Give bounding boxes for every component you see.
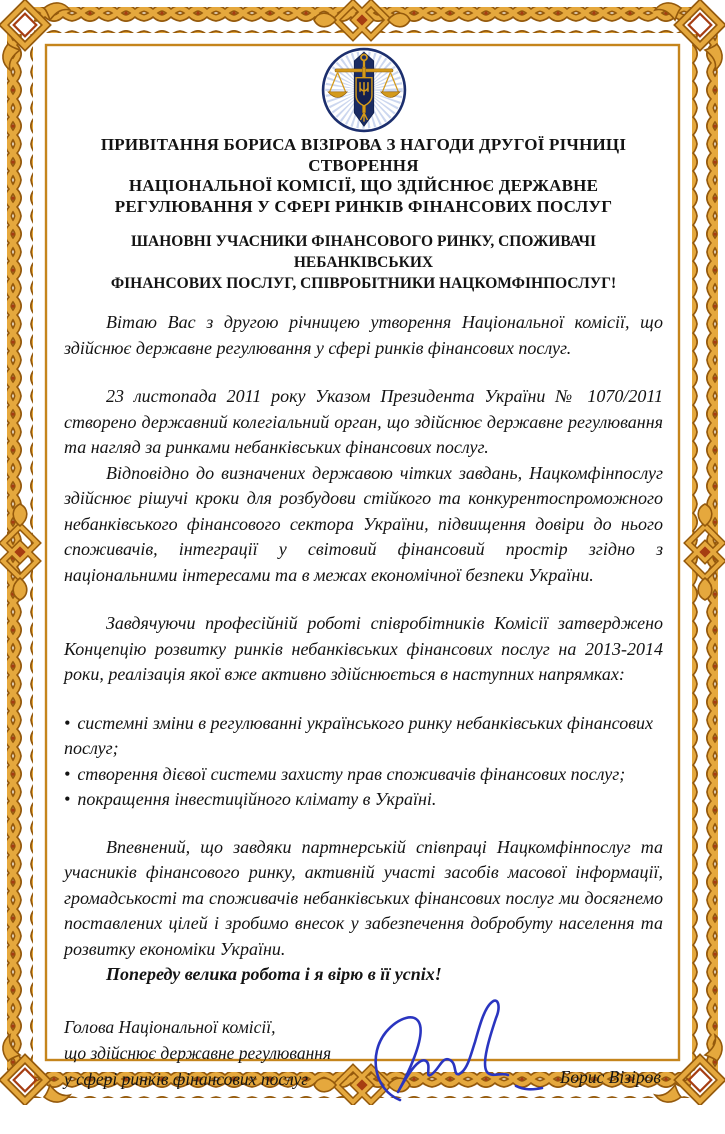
closing-statement: Попереду велика робота і я вірю в її успіх!: [106, 964, 442, 984]
directions-list: [64, 711, 663, 813]
bullet-icon: •: [64, 789, 71, 809]
title-line: РЕГУЛЮВАННЯ У СФЕРІ РИНКІВ ФІНАНСОВИХ ПОСЛУГ: [114, 196, 613, 216]
page-title: [64, 135, 663, 217]
paragraph-confidence: Впевнений, що завдяки партнерській співпраці Нацкомфінпослуг та учасників фінансового ринку, активній участі засобів масової інформації, громадськості та споживачів небанківських фінансових послуг ми досягнемо поставлених цілей і зробимо внесок у забезпечення добробуту населення та розвитку економіки України.: [64, 836, 663, 959]
commission-emblem-icon: [319, 46, 409, 134]
title-line: НАЦІОНАЛЬНОЇ КОМІСІЇ, ЩО ЗДІЙСНЮЄ ДЕРЖАВНЕ: [128, 176, 599, 195]
salutation: [64, 231, 663, 294]
salutation-line: ШАНОВНІ УЧАСНИКИ ФІНАНСОВОГО РИНКУ, СПОЖИВАЧІ НЕБАНКІВСЬКИХ: [131, 233, 596, 271]
signer-name: Борис Візіров: [559, 1066, 661, 1087]
list-item: • системні зміни в регулюванні українського ринку небанківських фінансових послуг;: [64, 712, 654, 758]
paragraph-concept: Завдячуючи професійній роботі співробітників Комісії затверджено Концепцію розвитку ринків небанківських фінансових послуг на 2013-2014 роки, реалізація якої вже активно здійснюється в наступних напрямках:: [64, 613, 663, 684]
signature-block: [64, 1014, 663, 1134]
salutation-line: ФІНАНСОВИХ ПОСЛУГ, СПІВРОБІТНИКИ НАЦКОМФІНПОСЛУГ!: [110, 275, 617, 292]
paragraph-greeting: Вітаю Вас з другою річницею утворення Національної комісії, що здійснює державне регулювання у сфері ринків фінансових послуг.: [64, 312, 663, 358]
list-item: • покращення інвестиційного клімату в Україні.: [64, 789, 437, 809]
list-item: • створення дієвої системи захисту прав споживачів фінансових послуг;: [64, 763, 626, 784]
signer-role: Голова Національної комісії, що здійснює державне регулювання у сфері ринків фінансових послуг: [64, 1016, 332, 1089]
paragraph-decree: 23 листопада 2011 року Указом Президента України № 1070/2011 створено державний колегіальний орган, що здійснює державне регулювання та нагляд за ринками небанківських фінансових послуг.: [64, 386, 663, 457]
bullet-icon: •: [64, 712, 71, 733]
letter-body: [64, 310, 663, 1134]
handwritten-signature-icon: [364, 996, 574, 1108]
bullet-icon: •: [64, 763, 71, 784]
paragraph-tasks: Відповідно до визначених державою чітких завдань, Нацкомфінпослуг здійснює рішучі кроки для розбудови стійкого та конкурентоспроможного небанківського фінансового сектора України, підвищення довіри до нього споживачів, інтеграції у світовий фінансовий простір згідно з національними інтересами та в межах економічної безпеки України.: [64, 462, 663, 585]
title-line: ПРИВІТАННЯ БОРИСА ВІЗІРОВА З НАГОДИ ДРУГОЇ РІЧНИЦІ СТВОРЕННЯ: [100, 135, 627, 175]
